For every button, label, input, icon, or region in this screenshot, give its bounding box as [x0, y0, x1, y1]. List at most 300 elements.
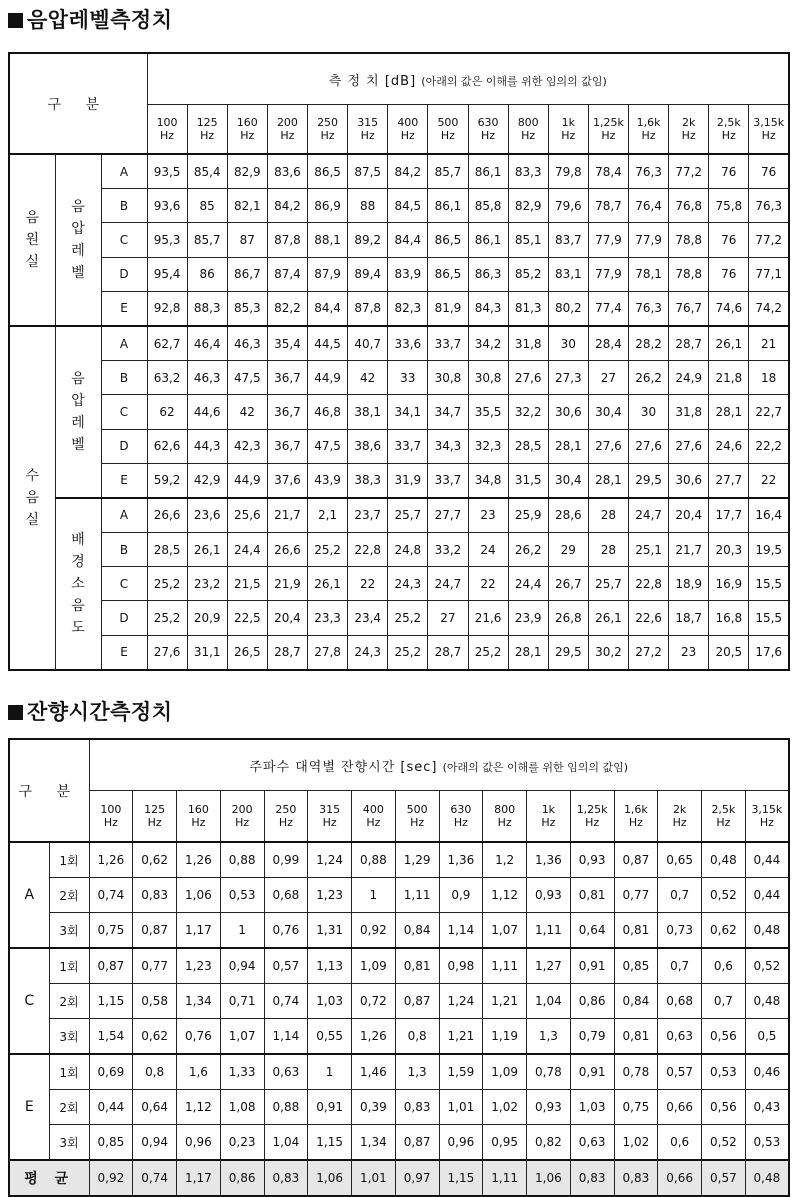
value-cell: 23,2 — [187, 567, 227, 601]
table-row — [9, 1019, 789, 1055]
average-value: 1,17 — [177, 1160, 221, 1196]
value-cell: 28,2 — [629, 326, 669, 361]
value-cell: 76,7 — [669, 291, 709, 326]
value-cell: 0,63 — [570, 1125, 614, 1161]
value-cell: 59,2 — [147, 463, 187, 498]
value-cell: 1,14 — [264, 1019, 308, 1055]
value-cell: 21,9 — [267, 567, 307, 601]
value-cell: 88,3 — [187, 291, 227, 326]
freq-header: 1,25k Hz — [570, 791, 614, 843]
value-cell: 46,3 — [227, 326, 267, 361]
value-cell: 25,7 — [588, 567, 628, 601]
value-cell: 1,21 — [483, 984, 527, 1019]
freq-header: 200 Hz — [220, 791, 264, 843]
value-cell: 34,3 — [428, 429, 468, 463]
value-cell: 28,5 — [147, 533, 187, 567]
value-cell: 25,6 — [227, 498, 267, 533]
value-cell: 86,5 — [428, 257, 468, 291]
value-cell: 31,1 — [187, 635, 227, 670]
value-cell: 0,86 — [570, 984, 614, 1019]
spl-table — [8, 52, 790, 671]
value-cell: 76,8 — [669, 189, 709, 223]
value-cell: 0,81 — [570, 878, 614, 913]
value-cell: 35,4 — [267, 326, 307, 361]
value-cell: 0,94 — [220, 948, 264, 984]
freq-header: 400 Hz — [388, 105, 428, 155]
value-cell: 22 — [468, 567, 508, 601]
trial-label: 2회 — [49, 984, 89, 1019]
value-cell: 0,63 — [658, 1019, 702, 1055]
value-cell: 82,9 — [227, 154, 267, 189]
value-cell: 28,7 — [428, 635, 468, 670]
freq-header: 2k Hz — [658, 791, 702, 843]
value-cell: 1,34 — [352, 1125, 396, 1161]
value-cell: 26,6 — [147, 498, 187, 533]
value-cell: 77,2 — [669, 154, 709, 189]
value-cell: 1,04 — [527, 984, 571, 1019]
value-cell: 26,1 — [187, 533, 227, 567]
value-cell: 43,9 — [308, 463, 348, 498]
measure-header-note: (아래의 값은 이해를 위한 임의의 값임) — [421, 74, 607, 88]
value-cell: 88 — [348, 189, 388, 223]
value-cell: 0,44 — [89, 1090, 133, 1125]
value-cell: 25,2 — [147, 567, 187, 601]
value-cell: 36,7 — [267, 395, 307, 429]
value-cell: 26,8 — [548, 601, 588, 635]
value-cell: 1,04 — [264, 1125, 308, 1161]
value-cell: 1,15 — [308, 1125, 352, 1161]
value-cell: 0,81 — [614, 913, 658, 949]
freq-header: 160 Hz — [227, 105, 267, 155]
table-row — [9, 567, 789, 601]
value-cell: 77,9 — [588, 223, 628, 257]
value-cell: 1,02 — [614, 1125, 658, 1161]
value-cell: 1,54 — [89, 1019, 133, 1055]
value-cell: 1,14 — [439, 913, 483, 949]
value-cell: 76 — [709, 223, 749, 257]
value-cell: 0,84 — [395, 913, 439, 949]
value-cell: 0,46 — [745, 1054, 789, 1090]
average-value: 1,15 — [439, 1160, 483, 1196]
value-cell: 1,6 — [177, 1054, 221, 1090]
table-row — [9, 154, 789, 189]
value-cell: 0,8 — [395, 1019, 439, 1055]
value-cell: 0,87 — [395, 1125, 439, 1161]
table-row — [9, 1125, 789, 1161]
value-cell: 85,1 — [508, 223, 548, 257]
value-cell: 24,3 — [348, 635, 388, 670]
value-cell: 82,9 — [508, 189, 548, 223]
value-cell: 30,4 — [588, 395, 628, 429]
value-cell: 76,3 — [749, 189, 789, 223]
value-cell: 0,7 — [658, 878, 702, 913]
value-cell: 23 — [669, 635, 709, 670]
value-cell: 78,1 — [629, 257, 669, 291]
trial-label: 2회 — [49, 1090, 89, 1125]
table-row — [9, 1054, 789, 1090]
value-cell: 27,2 — [629, 635, 669, 670]
value-cell: 77,9 — [629, 223, 669, 257]
value-cell: 0,39 — [352, 1090, 396, 1125]
value-cell: 81,3 — [508, 291, 548, 326]
value-cell: 42 — [227, 395, 267, 429]
value-cell: 25,1 — [629, 533, 669, 567]
value-cell: 29 — [548, 533, 588, 567]
table-row — [9, 291, 789, 326]
value-cell: 0,44 — [745, 842, 789, 878]
value-cell: 0,66 — [658, 1090, 702, 1125]
value-cell: 22,8 — [348, 533, 388, 567]
value-cell: 84,5 — [388, 189, 428, 223]
gubun-header: 구 분 — [9, 739, 89, 842]
value-cell: 74,6 — [709, 291, 749, 326]
freq-header: 1,6k Hz — [614, 791, 658, 843]
value-cell: 27,6 — [508, 361, 548, 395]
value-cell: 1,23 — [177, 948, 221, 984]
value-cell: 20,4 — [669, 498, 709, 533]
value-cell: 77,9 — [588, 257, 628, 291]
value-cell: 84,2 — [388, 154, 428, 189]
value-cell: 86,1 — [428, 189, 468, 223]
rt-table — [8, 738, 790, 1197]
value-cell: 86,5 — [308, 154, 348, 189]
value-cell: 17,7 — [709, 498, 749, 533]
freq-header: 630 Hz — [439, 791, 483, 843]
value-cell: 22 — [348, 567, 388, 601]
value-cell: 24,8 — [388, 533, 428, 567]
value-cell: 1 — [352, 878, 396, 913]
value-cell: 0,88 — [264, 1090, 308, 1125]
value-cell: 0,62 — [702, 913, 746, 949]
trial-label: 1회 — [49, 1054, 89, 1090]
value-cell: 0,87 — [133, 913, 177, 949]
freq-header: 1,6k Hz — [629, 105, 669, 155]
value-cell: 30,2 — [588, 635, 628, 670]
average-value: 0,97 — [395, 1160, 439, 1196]
value-cell: 0,55 — [308, 1019, 352, 1055]
value-cell: 27 — [588, 361, 628, 395]
value-cell: 33,7 — [388, 429, 428, 463]
value-cell: 24,4 — [508, 567, 548, 601]
position-label: A — [101, 498, 147, 533]
trial-label: 1회 — [49, 948, 89, 984]
value-cell: 28,7 — [669, 326, 709, 361]
value-cell: 0,77 — [614, 878, 658, 913]
value-cell: 1,12 — [177, 1090, 221, 1125]
value-cell: 84,2 — [267, 189, 307, 223]
value-cell: 33,7 — [428, 463, 468, 498]
value-cell: 0,87 — [89, 948, 133, 984]
value-cell: 0,74 — [89, 878, 133, 913]
value-cell: 0,52 — [745, 948, 789, 984]
value-cell: 24,7 — [629, 498, 669, 533]
value-cell: 0,83 — [395, 1090, 439, 1125]
value-cell: 27,8 — [308, 635, 348, 670]
value-cell: 85,4 — [187, 154, 227, 189]
value-cell: 47,5 — [227, 361, 267, 395]
value-cell: 86,1 — [468, 223, 508, 257]
value-cell: 27,7 — [709, 463, 749, 498]
value-cell: 0,64 — [570, 913, 614, 949]
value-cell: 24,4 — [227, 533, 267, 567]
value-cell: 62 — [147, 395, 187, 429]
value-cell: 18,7 — [669, 601, 709, 635]
value-cell: 93,6 — [147, 189, 187, 223]
value-cell: 44,9 — [227, 463, 267, 498]
value-cell: 82,1 — [227, 189, 267, 223]
value-cell: 25,7 — [388, 498, 428, 533]
average-value: 0,86 — [220, 1160, 264, 1196]
value-cell: 0,78 — [527, 1054, 571, 1090]
value-cell: 1,03 — [570, 1090, 614, 1125]
square-bullet-icon — [8, 13, 23, 28]
value-cell: 26,5 — [227, 635, 267, 670]
value-cell: 25,9 — [508, 498, 548, 533]
value-cell: 0,53 — [745, 1125, 789, 1161]
value-cell: 0,68 — [658, 984, 702, 1019]
value-cell: 0,53 — [702, 1054, 746, 1090]
section2-title — [8, 696, 173, 726]
value-cell: 0,57 — [658, 1054, 702, 1090]
freq-header: 1k Hz — [527, 791, 571, 843]
value-cell: 0,23 — [220, 1125, 264, 1161]
value-cell: 25,2 — [388, 601, 428, 635]
value-cell: 0,83 — [133, 878, 177, 913]
trial-label: 2회 — [49, 878, 89, 913]
value-cell: 1,01 — [439, 1090, 483, 1125]
value-cell: 0,65 — [658, 842, 702, 878]
freq-header: 315 Hz — [308, 791, 352, 843]
average-value: 0,66 — [658, 1160, 702, 1196]
section1-title — [8, 4, 173, 34]
value-cell: 1,15 — [89, 984, 133, 1019]
value-cell: 0,79 — [570, 1019, 614, 1055]
value-cell: 27,6 — [629, 429, 669, 463]
value-cell: 17,6 — [749, 635, 789, 670]
value-cell: 1,02 — [483, 1090, 527, 1125]
value-cell: 78,4 — [588, 154, 628, 189]
value-cell: 26,2 — [629, 361, 669, 395]
value-cell: 23,4 — [348, 601, 388, 635]
value-cell: 25,2 — [388, 635, 428, 670]
rt-header — [89, 739, 789, 791]
value-cell: 0,48 — [745, 984, 789, 1019]
table-row — [9, 223, 789, 257]
value-cell: 1,12 — [483, 878, 527, 913]
value-cell: 21,5 — [227, 567, 267, 601]
value-cell: 34,1 — [388, 395, 428, 429]
freq-header: 3,15k Hz — [749, 105, 789, 155]
value-cell: 0,52 — [702, 1125, 746, 1161]
value-cell: 0,57 — [264, 948, 308, 984]
value-cell: 0,95 — [483, 1125, 527, 1161]
value-cell: 20,3 — [709, 533, 749, 567]
freq-header: 200 Hz — [267, 105, 307, 155]
value-cell: 23,7 — [348, 498, 388, 533]
value-cell: 76 — [749, 154, 789, 189]
sub-spl: 음 압 레 벨 — [55, 154, 101, 326]
value-cell: 21,8 — [709, 361, 749, 395]
value-cell: 84,4 — [388, 223, 428, 257]
freq-header: 2,5k Hz — [709, 105, 749, 155]
value-cell: 15,5 — [749, 601, 789, 635]
value-cell: 0,88 — [352, 842, 396, 878]
value-cell: 44,9 — [308, 361, 348, 395]
value-cell: 30,6 — [548, 395, 588, 429]
value-cell: 0,88 — [220, 842, 264, 878]
freq-header: 800 Hz — [508, 105, 548, 155]
value-cell: 0,6 — [658, 1125, 702, 1161]
value-cell: 62,6 — [147, 429, 187, 463]
position-label: E — [101, 635, 147, 670]
freq-header: 100 Hz — [89, 791, 133, 843]
freq-header: 250 Hz — [308, 105, 348, 155]
value-cell: 1 — [220, 913, 264, 949]
value-cell: 86 — [187, 257, 227, 291]
value-cell: 0,91 — [308, 1090, 352, 1125]
value-cell: 24,9 — [669, 361, 709, 395]
value-cell: 85 — [187, 189, 227, 223]
value-cell: 21,7 — [267, 498, 307, 533]
value-cell: 0,7 — [658, 948, 702, 984]
value-cell: 0,98 — [439, 948, 483, 984]
value-cell: 0,71 — [220, 984, 264, 1019]
trial-label: 1회 — [49, 842, 89, 878]
value-cell: 1,26 — [89, 842, 133, 878]
value-cell: 0,82 — [527, 1125, 571, 1161]
value-cell: 85,2 — [508, 257, 548, 291]
value-cell: 95,3 — [147, 223, 187, 257]
value-cell: 19,5 — [749, 533, 789, 567]
value-cell: 38,1 — [348, 395, 388, 429]
value-cell: 18 — [749, 361, 789, 395]
value-cell: 86,5 — [428, 223, 468, 257]
gubun-header: 구 분 — [9, 53, 147, 154]
value-cell: 0,85 — [89, 1125, 133, 1161]
average-value: 0,48 — [745, 1160, 789, 1196]
value-cell: 77,2 — [749, 223, 789, 257]
value-cell: 27,7 — [428, 498, 468, 533]
position-label: C — [9, 948, 49, 1054]
value-cell: 30,4 — [548, 463, 588, 498]
value-cell: 38,6 — [348, 429, 388, 463]
value-cell: 28,4 — [588, 326, 628, 361]
value-cell: 1,31 — [308, 913, 352, 949]
value-cell: 47,5 — [308, 429, 348, 463]
position-label: E — [101, 463, 147, 498]
value-cell: 24,7 — [428, 567, 468, 601]
value-cell: 22,7 — [749, 395, 789, 429]
value-cell: 31,8 — [508, 326, 548, 361]
value-cell: 77,1 — [749, 257, 789, 291]
freq-header: 400 Hz — [352, 791, 396, 843]
value-cell: 26,6 — [267, 533, 307, 567]
position-label: D — [101, 257, 147, 291]
value-cell: 0,87 — [614, 842, 658, 878]
value-cell: 34,8 — [468, 463, 508, 498]
value-cell: 93,5 — [147, 154, 187, 189]
value-cell: 0,6 — [702, 948, 746, 984]
value-cell: 27,6 — [669, 429, 709, 463]
value-cell: 23,9 — [508, 601, 548, 635]
freq-header: 250 Hz — [264, 791, 308, 843]
average-value: 0,83 — [614, 1160, 658, 1196]
value-cell: 1,2 — [483, 842, 527, 878]
value-cell: 76 — [709, 154, 749, 189]
value-cell: 0,76 — [177, 1019, 221, 1055]
value-cell: 82,2 — [267, 291, 307, 326]
value-cell: 78,8 — [669, 223, 709, 257]
value-cell: 85,7 — [187, 223, 227, 257]
value-cell: 86,3 — [468, 257, 508, 291]
value-cell: 28 — [588, 498, 628, 533]
average-value: 1,01 — [352, 1160, 396, 1196]
value-cell: 1,27 — [527, 948, 571, 984]
value-cell: 0,81 — [614, 1019, 658, 1055]
value-cell: 87,5 — [348, 154, 388, 189]
value-cell: 1,33 — [220, 1054, 264, 1090]
value-cell: 1,11 — [395, 878, 439, 913]
value-cell: 24,6 — [709, 429, 749, 463]
value-cell: 1,24 — [308, 842, 352, 878]
value-cell: 78,8 — [669, 257, 709, 291]
value-cell: 0,87 — [395, 984, 439, 1019]
value-cell: 1,23 — [308, 878, 352, 913]
value-cell: 37,6 — [267, 463, 307, 498]
value-cell: 46,3 — [187, 361, 227, 395]
value-cell: 16,9 — [709, 567, 749, 601]
value-cell: 79,8 — [548, 154, 588, 189]
value-cell: 0,74 — [264, 984, 308, 1019]
freq-header: 500 Hz — [428, 105, 468, 155]
value-cell: 30,6 — [669, 463, 709, 498]
table-row — [9, 189, 789, 223]
value-cell: 38,3 — [348, 463, 388, 498]
position-label: C — [101, 223, 147, 257]
value-cell: 0,58 — [133, 984, 177, 1019]
value-cell: 75,8 — [709, 189, 749, 223]
value-cell: 76,4 — [629, 189, 669, 223]
value-cell: 0,53 — [220, 878, 264, 913]
value-cell: 0,92 — [352, 913, 396, 949]
value-cell: 32,3 — [468, 429, 508, 463]
value-cell: 25,2 — [468, 635, 508, 670]
value-cell: 0,5 — [745, 1019, 789, 1055]
value-cell: 86,7 — [227, 257, 267, 291]
value-cell: 0,48 — [702, 842, 746, 878]
value-cell: 0,63 — [264, 1054, 308, 1090]
value-cell: 1,13 — [308, 948, 352, 984]
value-cell: 1,3 — [395, 1054, 439, 1090]
sub-background-noise: 배 경 소 음 도 — [55, 498, 101, 670]
value-cell: 46,8 — [308, 395, 348, 429]
freq-header: 630 Hz — [468, 105, 508, 155]
value-cell: 22,6 — [629, 601, 669, 635]
value-cell: 79,6 — [548, 189, 588, 223]
average-value: 1,06 — [308, 1160, 352, 1196]
value-cell: 89,2 — [348, 223, 388, 257]
value-cell: 83,9 — [388, 257, 428, 291]
value-cell: 87,8 — [267, 223, 307, 257]
value-cell: 0,91 — [570, 1054, 614, 1090]
value-cell: 31,8 — [669, 395, 709, 429]
value-cell: 1,36 — [527, 842, 571, 878]
freq-header: 1k Hz — [548, 105, 588, 155]
value-cell: 44,5 — [308, 326, 348, 361]
trial-label: 3회 — [49, 1125, 89, 1161]
freq-header: 160 Hz — [177, 791, 221, 843]
value-cell: 1,29 — [395, 842, 439, 878]
